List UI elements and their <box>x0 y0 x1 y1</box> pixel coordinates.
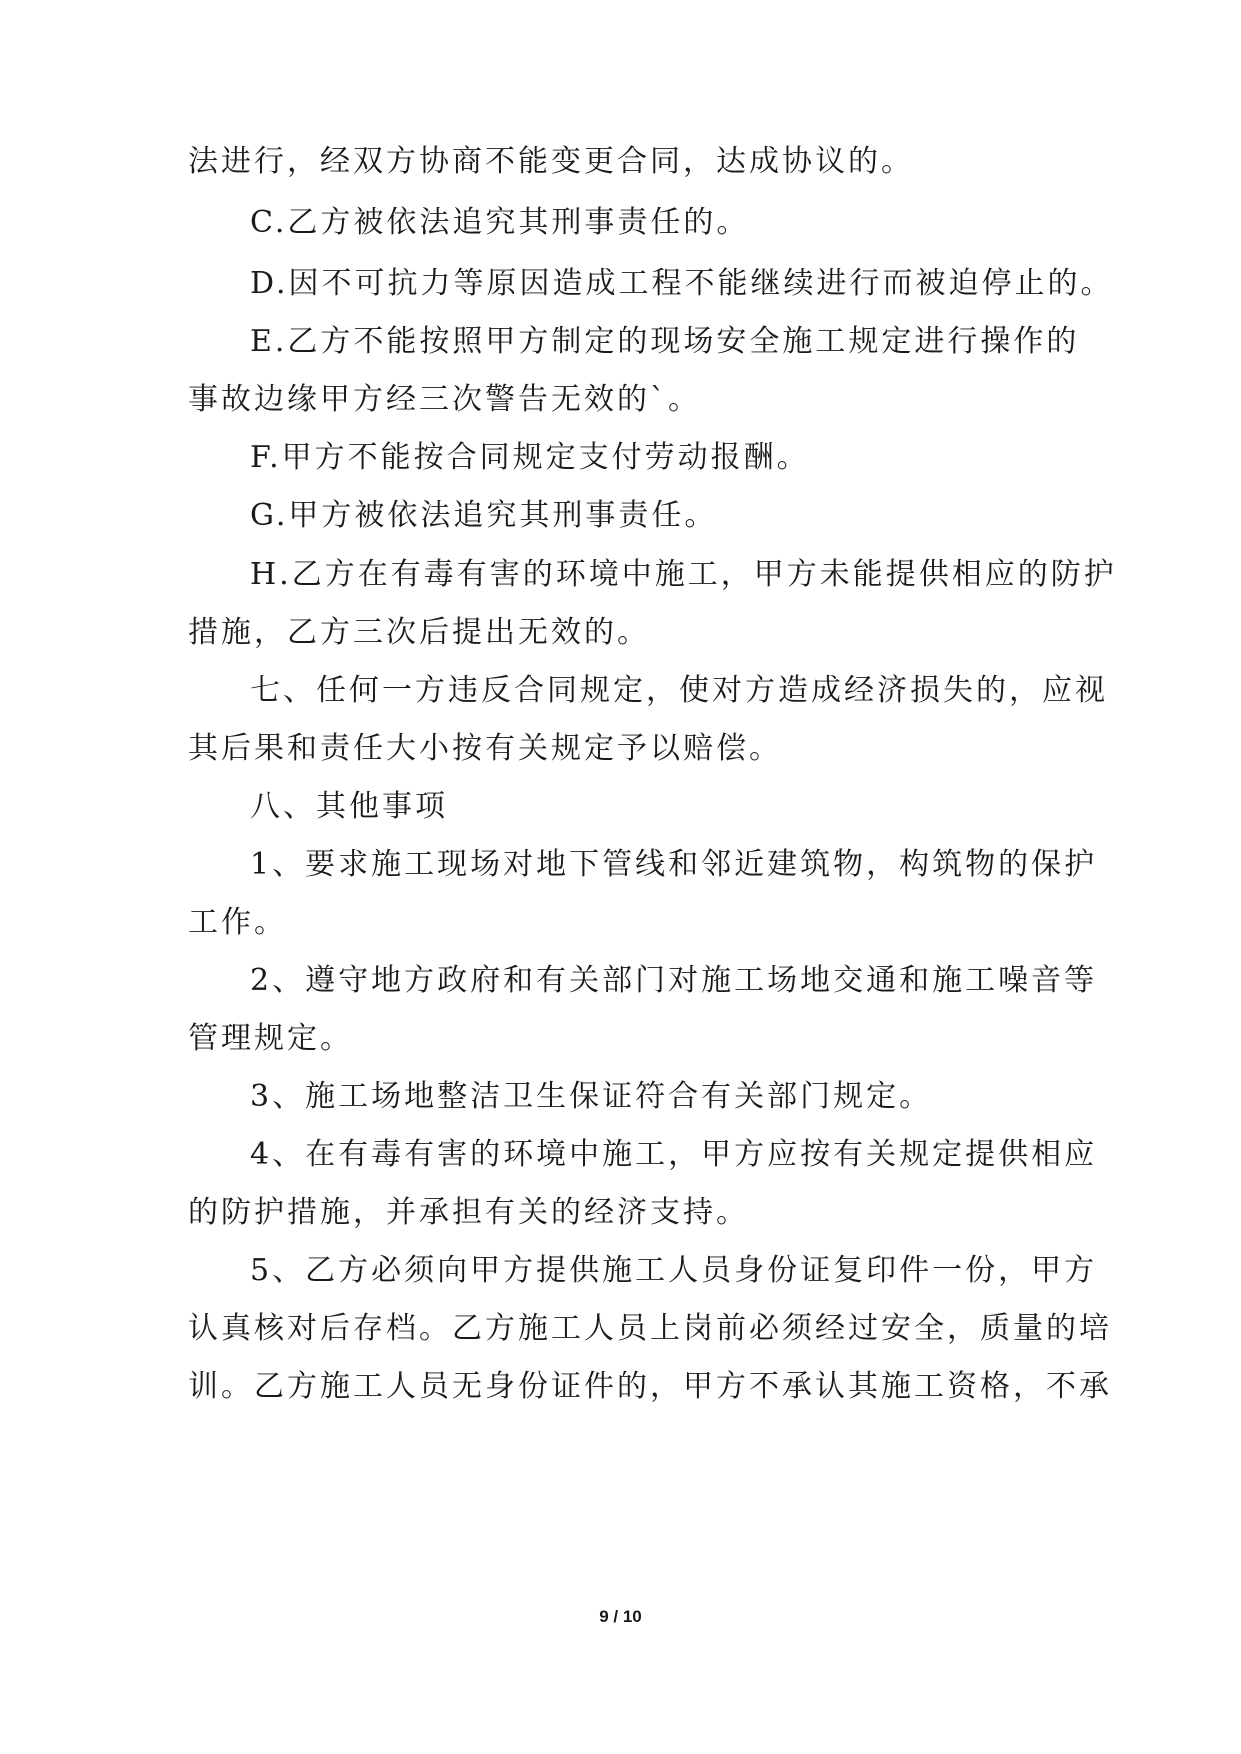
text-line: C.乙方被依法追究其刑事责任的。 <box>250 205 750 240</box>
text-line: 工作。 <box>188 905 287 940</box>
text-line: E.乙方不能按照甲方制定的现场安全施工规定进行操作的 <box>250 324 1080 359</box>
text-line: 的防护措施，并承担有关的经济支持。 <box>188 1195 749 1230</box>
text-line: F.甲方不能按合同规定支付劳动报酬。 <box>250 440 810 475</box>
text-line: 措施，乙方三次后提出无效的。 <box>188 615 650 650</box>
text-line: 3、施工场地整洁卫生保证符合有关部门规定。 <box>250 1079 933 1114</box>
text-line: D.因不可抗力等原因造成工程不能继续进行而被迫停止的。 <box>250 266 1114 301</box>
text-line: 5、乙方必须向甲方提供施工人员身份证复印件一份，甲方 <box>250 1253 1098 1288</box>
text-line: 2、遵守地方政府和有关部门对施工场地交通和施工噪音等 <box>250 963 1098 998</box>
text-line: 法进行，经双方协商不能变更合同，达成协议的。 <box>188 144 914 179</box>
text-line: H.乙方在有毒有害的环境中施工，甲方未能提供相应的防护 <box>250 557 1117 592</box>
text-line: 4、在有毒有害的环境中施工，甲方应按有关规定提供相应 <box>250 1137 1098 1172</box>
text-line: 其后果和责任大小按有关规定予以赔偿。 <box>188 731 782 766</box>
text-line: 训。乙方施工人员无身份证件的，甲方不承认其施工资格，不承 <box>188 1369 1112 1404</box>
text-line: 1、要求施工现场对地下管线和邻近建筑物，构筑物的保护 <box>250 847 1098 882</box>
text-line: 事故边缘甲方经三次警告无效的`。 <box>188 382 701 417</box>
text-line: G.甲方被依法追究其刑事责任。 <box>250 498 718 533</box>
text-line: 管理规定。 <box>188 1021 353 1056</box>
text-line: 认真核对后存档。乙方施工人员上岗前必须经过安全，质量的培 <box>188 1311 1112 1346</box>
section-heading: 八、其他事项 <box>250 789 448 824</box>
text-line: 七、任何一方违反合同规定，使对方造成经济损失的，应视 <box>250 673 1108 708</box>
page-number: 9 / 10 <box>599 1607 642 1626</box>
